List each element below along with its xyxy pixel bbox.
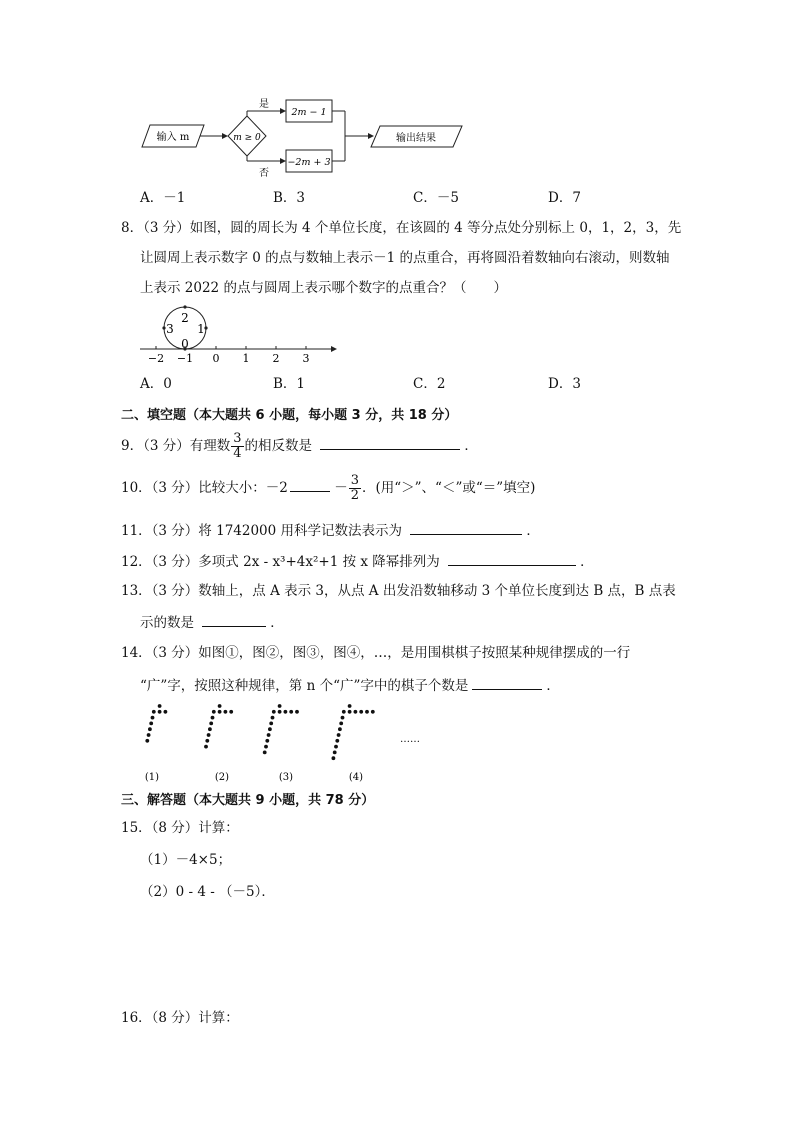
flowchart-yes-label: 是 — [259, 99, 269, 110]
circle-point — [162, 326, 165, 329]
arrowhead — [368, 133, 374, 139]
go-stone-dot — [147, 733, 151, 737]
q10-numerator: 3 — [350, 473, 359, 488]
q15-item1: （1）－4×5； — [140, 852, 232, 868]
go-stone-dot — [207, 733, 211, 737]
q13-line1: 13．（3 分）数轴上，点 A 表示 3，从点 A 出发沿数轴移动 3 个单位长度到达 B 点，B 点表 — [121, 583, 676, 599]
q8-line2: 让圆周上表示数字 0 的点与数轴上表示－1 的点重合，再将圆沿着数轴向右滚动，则数轴 — [140, 250, 670, 266]
flowchart-yes-box-text: 2m − 1 — [291, 107, 327, 118]
tick-label: 0 — [212, 352, 220, 365]
figure-label-1: (1) — [144, 772, 160, 783]
circle-point — [204, 326, 207, 329]
q12-text: 12．（3 分）多项式 2x - x³+4x²+1 按 x 降幂排列为 — [121, 554, 440, 570]
q12-answer-blank[interactable] — [448, 550, 576, 566]
flowchart-input-label: 输入 m — [156, 132, 190, 143]
arrowhead — [280, 108, 286, 114]
go-stone-dot — [265, 739, 269, 743]
circle-number-line-figure — [138, 304, 342, 368]
q11-text: 11．（3 分）将 1742000 用科学记数法表示为 — [121, 523, 403, 539]
go-stone-dot — [338, 727, 342, 731]
q11-end: ． — [526, 523, 540, 539]
q9-suffix: 的相反数是 — [244, 438, 313, 454]
q10-denominator: 2 — [350, 488, 359, 503]
go-stone-dot — [284, 710, 288, 714]
guang-character-figures — [138, 700, 428, 786]
q10-fraction — [349, 474, 361, 503]
q10-suffix: ．(用“＞”、“＜”或“＝”填空) — [361, 480, 536, 496]
circle-point — [183, 305, 186, 308]
q10-prefix: 10．（3 分）比较大小：－2 — [121, 480, 288, 496]
figure-label-4: (4) — [348, 772, 364, 783]
go-stone-dot — [158, 710, 162, 714]
q8-line1: 8．（3 分）如图，圆的周长为 4 个单位长度，在该圆的 4 等分点处分别标上 0，1，2，3，先 — [121, 220, 682, 236]
q14-text: “广”字，按照这种规律，第 n 个“广”字中的棋子个数是 — [140, 678, 469, 694]
q13-answer-blank[interactable] — [202, 611, 266, 627]
q8-option-c[interactable]: C．2 — [413, 376, 446, 392]
circle-label-0: 0 — [181, 337, 189, 351]
go-stone-dot — [212, 710, 216, 714]
circle-label-3: 3 — [166, 322, 174, 336]
go-stone-dot — [342, 710, 346, 714]
go-stone-dot — [272, 710, 276, 714]
go-stone-dot — [341, 716, 345, 720]
go-stone-dot — [209, 722, 213, 726]
q7-option-a[interactable]: A．－1 — [140, 190, 186, 206]
go-stone-dot — [229, 710, 233, 714]
go-stone-dot — [269, 722, 273, 726]
go-stone-dot — [145, 739, 149, 743]
go-stone-dot — [267, 733, 271, 737]
flowchart — [140, 96, 470, 178]
go-stone-dot — [218, 710, 222, 714]
q9-denominator: 4 — [233, 446, 242, 461]
q13-text: 示的数是 — [140, 615, 194, 631]
go-stone-dot — [289, 710, 293, 714]
q12-end: ． — [580, 554, 594, 570]
go-stone-dot — [152, 710, 156, 714]
tick-label: 3 — [302, 352, 310, 365]
circle-label-1: 1 — [197, 322, 205, 336]
section-3-heading: 三、解答题（本大题共 9 小题，共 78 分） — [121, 793, 375, 808]
q10-neg: － — [334, 480, 348, 496]
go-stone-dot — [365, 710, 369, 714]
q9-answer-blank[interactable] — [320, 434, 460, 450]
q8-option-d[interactable]: D．3 — [548, 376, 581, 392]
go-stone-dot — [333, 751, 337, 755]
go-stone-dot — [205, 739, 209, 743]
go-stone-dot — [271, 716, 275, 720]
q9-numerator: 3 — [233, 431, 242, 446]
dot-patterns — [145, 704, 374, 760]
flowchart-no-label: 否 — [259, 168, 269, 178]
flowchart-no-box-text: −2m + 3 — [287, 157, 331, 168]
go-stone-dot — [224, 710, 228, 714]
go-stone-dot — [339, 722, 343, 726]
q9-prefix: 9．（3 分）有理数 — [121, 438, 231, 454]
go-stone-dot — [371, 710, 375, 714]
go-stone-dot — [218, 704, 222, 708]
q12 — [121, 550, 594, 572]
go-stone-dot — [151, 716, 155, 720]
q7-option-c[interactable]: C．－5 — [413, 190, 459, 206]
figure-label-3: (3) — [278, 772, 294, 783]
q7-option-d[interactable]: D．7 — [548, 190, 581, 206]
arrowhead — [280, 158, 286, 164]
go-stone-dot — [264, 745, 268, 749]
go-stone-dot — [263, 751, 267, 755]
go-stone-dot — [332, 756, 336, 760]
go-stone-dot — [359, 710, 363, 714]
q13-line2 — [140, 611, 284, 633]
q11 — [121, 519, 540, 541]
q11-answer-blank[interactable] — [410, 519, 522, 535]
q8-line3: 上表示 2022 的点与圆周上表示哪个数字的点重合？（ ） — [140, 280, 507, 296]
go-stone-dot — [348, 704, 352, 708]
tick-label: −1 — [176, 352, 194, 365]
go-stone-dot — [164, 710, 168, 714]
go-stone-dot — [211, 716, 215, 720]
go-stone-dot — [148, 727, 152, 731]
go-stone-dot — [295, 710, 299, 714]
q10-answer-blank[interactable] — [290, 476, 330, 492]
go-stone-dot — [334, 745, 338, 749]
go-stone-dot — [335, 739, 339, 743]
q9-end: ． — [464, 438, 478, 454]
q14-line2 — [140, 674, 560, 696]
q10 — [121, 474, 535, 503]
circle-label-2: 2 — [181, 311, 189, 325]
q8-option-a[interactable]: A．0 — [140, 376, 172, 392]
q7-option-b[interactable]: B．3 — [273, 190, 306, 206]
q15-item2: （2）0 - 4 - （－5）． — [140, 884, 275, 900]
q8-option-b[interactable]: B．1 — [273, 376, 306, 392]
section-2-heading: 二、填空题（本大题共 6 小题，每小题 3 分，共 18 分） — [121, 408, 458, 423]
go-stone-dot — [268, 727, 272, 731]
arrowhead — [222, 133, 228, 139]
q9 — [121, 432, 478, 461]
q13-end: ． — [270, 615, 284, 631]
q14-answer-blank[interactable] — [472, 674, 542, 690]
flowchart-condition: m ≥ 0 — [233, 133, 261, 143]
flowchart-output-label: 输出结果 — [396, 133, 436, 144]
go-stone-dot — [354, 710, 358, 714]
tick-label: 1 — [242, 352, 250, 365]
go-stone-dot — [348, 710, 352, 714]
ellipsis: …… — [400, 734, 420, 745]
q14-end: ． — [546, 678, 560, 694]
go-stone-dot — [337, 733, 341, 737]
go-stone-dot — [158, 704, 162, 708]
go-stone-dot — [149, 722, 153, 726]
q9-fraction — [231, 432, 243, 461]
q14-line1: 14．（3 分）如图①，图②，图③，图④，…，是用围棋棋子按照某种规律摆成的一行 — [121, 645, 631, 661]
go-stone-dot — [204, 745, 208, 749]
tick-label: 2 — [272, 352, 280, 365]
go-stone-dot — [208, 727, 212, 731]
axis-arrowhead — [331, 346, 337, 352]
q16-title: 16．（8 分）计算： — [121, 1010, 239, 1026]
figure-label-2: (2) — [214, 772, 230, 783]
tick-label: −2 — [147, 352, 165, 365]
go-stone-dot — [278, 704, 282, 708]
q15-title: 15．（8 分）计算： — [121, 820, 239, 836]
go-stone-dot — [278, 710, 282, 714]
